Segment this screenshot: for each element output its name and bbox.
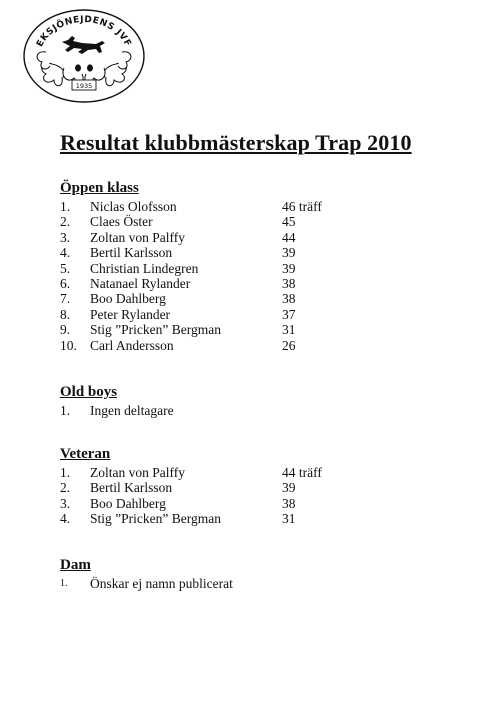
shooter-name: Stig ”Pricken” Bergman xyxy=(90,511,221,527)
rank: 10. xyxy=(60,337,77,353)
score: 45 xyxy=(282,214,296,230)
result-row xyxy=(60,337,296,353)
result-row xyxy=(60,480,296,496)
rank: 1. xyxy=(60,578,68,589)
rank: 1. xyxy=(60,465,71,480)
result-row xyxy=(60,275,296,291)
result-row xyxy=(60,214,296,230)
shooter-name: Zoltan von Palffy xyxy=(90,229,185,245)
score: 44 xyxy=(282,229,296,245)
result-row xyxy=(60,291,296,307)
shooter-name: Bertil Karlsson xyxy=(90,245,173,261)
score: 39 xyxy=(282,480,296,496)
shooter-name: Natanael Rylander xyxy=(90,275,191,291)
result-row xyxy=(60,306,296,322)
result-row xyxy=(60,495,296,511)
result-row xyxy=(60,322,296,338)
logo-year: 1935 xyxy=(75,82,93,90)
section-heading: Veteran xyxy=(60,446,111,462)
result-row xyxy=(60,245,296,261)
section-heading: Öppen klass xyxy=(60,180,139,196)
rank: 1. xyxy=(60,403,71,418)
rank: 5. xyxy=(60,260,71,276)
result-row xyxy=(60,260,296,276)
score: 38 xyxy=(282,291,296,307)
result-row xyxy=(60,403,174,418)
shooter-name: Boo Dahlberg xyxy=(90,495,166,511)
result-row xyxy=(60,576,233,591)
score: 39 xyxy=(282,260,296,276)
page-title: Resultat klubbmästerskap Trap 2010 xyxy=(60,130,412,155)
rank: 6. xyxy=(60,275,71,291)
shooter-name: Boo Dahlberg xyxy=(90,291,166,307)
score: 39 xyxy=(282,245,296,261)
shooter-name: Niclas Olofsson xyxy=(90,199,177,214)
section-dam xyxy=(60,557,233,591)
shooter-name: Peter Rylander xyxy=(90,306,171,322)
section-oppen-klass xyxy=(60,180,322,353)
rank: 1. xyxy=(60,199,71,214)
rank: 7. xyxy=(60,291,71,307)
rank: 3. xyxy=(60,229,71,245)
score: 38 xyxy=(282,495,296,511)
score: 37 xyxy=(282,306,296,322)
logo-text: EKSJÖNEJDENS JVF xyxy=(35,14,133,49)
score: 31 xyxy=(282,511,296,527)
shooter-name: Christian Lindegren xyxy=(90,260,199,276)
rank: 2. xyxy=(60,214,71,230)
shooter-name: Claes Öster xyxy=(90,214,153,230)
section-old-boys xyxy=(60,384,174,418)
shooter-name: Ingen deltagare xyxy=(90,403,174,418)
rank: 9. xyxy=(60,322,71,338)
rank: 4. xyxy=(60,245,71,261)
score: 26 xyxy=(282,337,296,353)
score: 38 xyxy=(282,275,296,291)
score: 31 xyxy=(282,322,296,338)
rank: 4. xyxy=(60,511,71,527)
result-row xyxy=(60,199,322,214)
section-veteran xyxy=(60,446,322,527)
shooter-name: Carl Andersson xyxy=(90,337,174,353)
rank: 8. xyxy=(60,306,71,322)
section-heading: Old boys xyxy=(60,384,118,400)
shooter-name: Önskar ej namn publicerat xyxy=(90,576,233,591)
shooter-name: Zoltan von Palffy xyxy=(90,465,185,480)
shooter-name: Stig ”Pricken” Bergman xyxy=(90,322,221,338)
rank: 2. xyxy=(60,480,71,496)
result-row xyxy=(60,511,296,527)
result-row xyxy=(60,465,322,480)
club-logo xyxy=(22,8,146,104)
score: 44 träff xyxy=(282,465,322,480)
score: 46 träff xyxy=(282,199,322,214)
shooter-name: Bertil Karlsson xyxy=(90,480,173,496)
result-row xyxy=(60,229,296,245)
section-heading: Dam xyxy=(60,557,91,573)
rank: 3. xyxy=(60,495,71,511)
